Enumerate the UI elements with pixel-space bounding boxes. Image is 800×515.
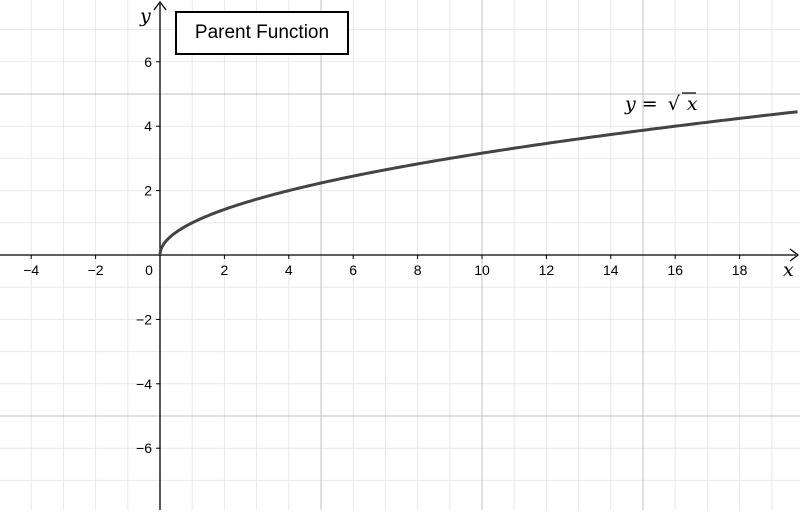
axes: [0, 2, 798, 510]
x-tick-label: −2: [87, 262, 104, 278]
x-tick-label: 12: [538, 262, 555, 278]
x-tick-label: 2: [220, 262, 229, 278]
x-tick-label: 0: [145, 262, 153, 278]
x-tick-label: 8: [413, 262, 422, 278]
x-axis-label: x: [783, 259, 794, 281]
x-tick-label: 10: [474, 262, 490, 278]
curve-label: [624, 93, 698, 115]
y-axis-label: y: [140, 5, 151, 27]
x-tick-label: 6: [349, 262, 358, 278]
x-tick-label: 4: [284, 262, 293, 278]
y-tick-label: 2: [144, 182, 152, 199]
y-tick-label: 6: [144, 53, 152, 70]
chart-title: Parent Function: [175, 11, 349, 55]
radical-sign: √: [667, 93, 680, 115]
x-tick-label: 14: [603, 262, 619, 278]
sqrt-curve: [160, 112, 798, 255]
y-tick-label: 4: [144, 118, 152, 135]
x-tick-label: 16: [667, 262, 683, 278]
curve-label-var: x: [686, 93, 698, 115]
x-tick-label: 18: [731, 262, 748, 278]
y-tick-label: −2: [136, 311, 152, 328]
x-tick-label: −4: [23, 262, 40, 278]
curve-label-prefix: y =: [625, 93, 658, 115]
y-tick-label: −4: [136, 375, 152, 392]
y-tick-label: −6: [136, 440, 152, 457]
